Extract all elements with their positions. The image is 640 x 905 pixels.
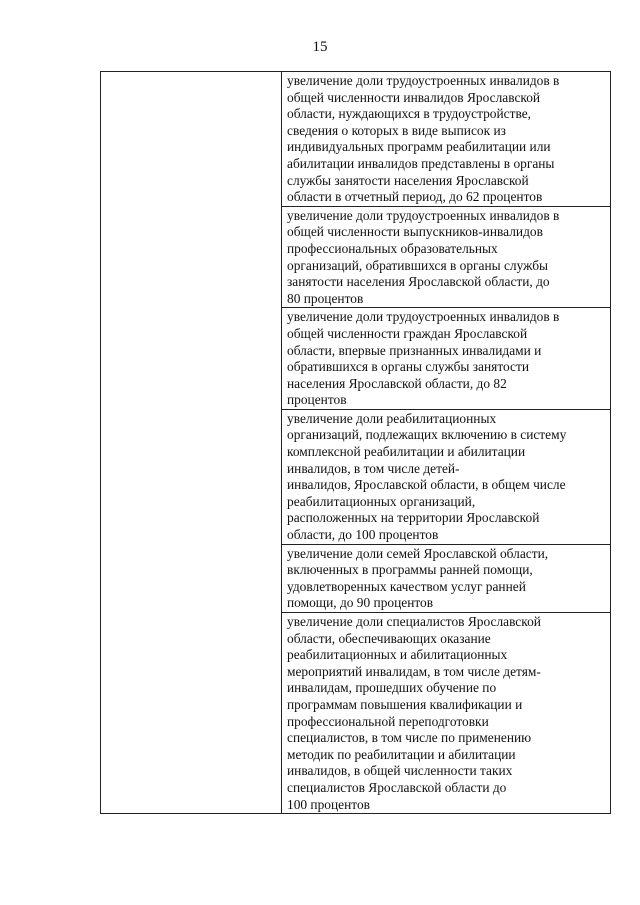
text-line: реабилитационных организаций, xyxy=(287,493,476,509)
indicator-text xyxy=(282,308,610,409)
indicator-text xyxy=(282,410,610,544)
text-line: увеличение доли специалистов Ярославской xyxy=(287,614,541,629)
text-line: индивидуальных программ реабилитации или xyxy=(287,139,551,155)
text-line: области, обеспечивающих оказание xyxy=(287,630,491,646)
text-line: мероприятий инвалидам, в том числе детям- xyxy=(287,663,541,679)
table-cell-indicator xyxy=(282,613,611,814)
indicator-text xyxy=(282,545,610,612)
text-line: реабилитационных и абилитационных xyxy=(287,647,508,663)
text-line: увеличение доли трудоустроенных инвалидов в xyxy=(287,309,560,325)
text-line: инвалидов, в том числе детей- xyxy=(287,460,460,476)
text-line: помощи, до 90 процентов xyxy=(287,595,434,611)
table-cell-indicator xyxy=(282,72,611,207)
table-row xyxy=(101,72,611,207)
text-line: 100 процентов xyxy=(287,796,370,812)
indicator-text xyxy=(282,72,610,206)
text-line: области, нуждающихся в трудоустройстве, xyxy=(287,106,531,122)
indicators-table xyxy=(100,71,611,814)
text-line: области, до 100 процентов xyxy=(287,527,439,543)
text-line: общей численности инвалидов Ярославской xyxy=(287,89,541,105)
text-line: 80 процентов xyxy=(287,290,364,306)
text-line: специалистов, в том числе по применению xyxy=(287,730,532,746)
text-line: увеличение доли семей Ярославской области, xyxy=(287,545,549,561)
text-line: сведения о которых в виде выписок из xyxy=(287,122,506,138)
text-line: населения Ярославской области, до 82 xyxy=(287,375,507,391)
text-line: области в отчетный период, до 62 процентов xyxy=(287,189,543,205)
text-line: процентов xyxy=(287,392,347,408)
table-cell-indicator xyxy=(282,544,611,612)
text-line: комплексной реабилитации и абилитации xyxy=(287,444,526,460)
text-line: обратившихся в органы службы занятости xyxy=(287,359,529,375)
text-line: службы занятости населения Ярославской xyxy=(287,172,529,188)
text-line: общей численности граждан Ярославской xyxy=(287,325,528,341)
page-number: 15 xyxy=(312,39,328,55)
text-line: организаций, обратившихся в органы службы xyxy=(287,257,548,273)
text-line: увеличение доли трудоустроенных инвалидов в xyxy=(287,73,560,88)
text-line: инвалидам, прошедших обучение по xyxy=(287,680,497,696)
text-line: общей численности выпускников-инвалидов xyxy=(287,224,543,240)
text-line: организаций, подлежащих включению в систему xyxy=(287,427,567,443)
text-line: увеличение доли реабилитационных xyxy=(287,410,497,426)
text-line: профессиональных образовательных xyxy=(287,240,498,256)
text-line: удовлетворенных качеством услуг ранней xyxy=(287,578,526,594)
table-cell-indicator xyxy=(282,206,611,308)
text-line: профессиональной переподготовки xyxy=(287,713,489,729)
indicator-text xyxy=(282,207,610,308)
text-line: включенных в программы ранней помощи, xyxy=(287,562,533,578)
text-line: методик по реабилитации и абилитации xyxy=(287,746,516,762)
indicator-text xyxy=(282,613,610,813)
text-line: инвалидов, Ярославской области, в общем числе xyxy=(287,477,566,493)
table-cell-indicator xyxy=(282,308,611,410)
table-cell-left-empty xyxy=(101,72,282,814)
text-line: увеличение доли трудоустроенных инвалидов в xyxy=(287,207,560,223)
text-line: специалистов Ярославской области до xyxy=(287,779,507,795)
text-line: области, впервые признанных инвалидами и xyxy=(287,342,542,358)
text-line: абилитации инвалидов представлены в органы xyxy=(287,155,555,171)
text-line: программам повышения квалификации и xyxy=(287,696,523,712)
text-line: инвалидов, в общей численности таких xyxy=(287,763,513,779)
text-line: расположенных на территории Ярославской xyxy=(287,510,540,526)
table-cell-indicator xyxy=(282,409,611,544)
text-line: занятости населения Ярославской области, до xyxy=(287,274,550,290)
